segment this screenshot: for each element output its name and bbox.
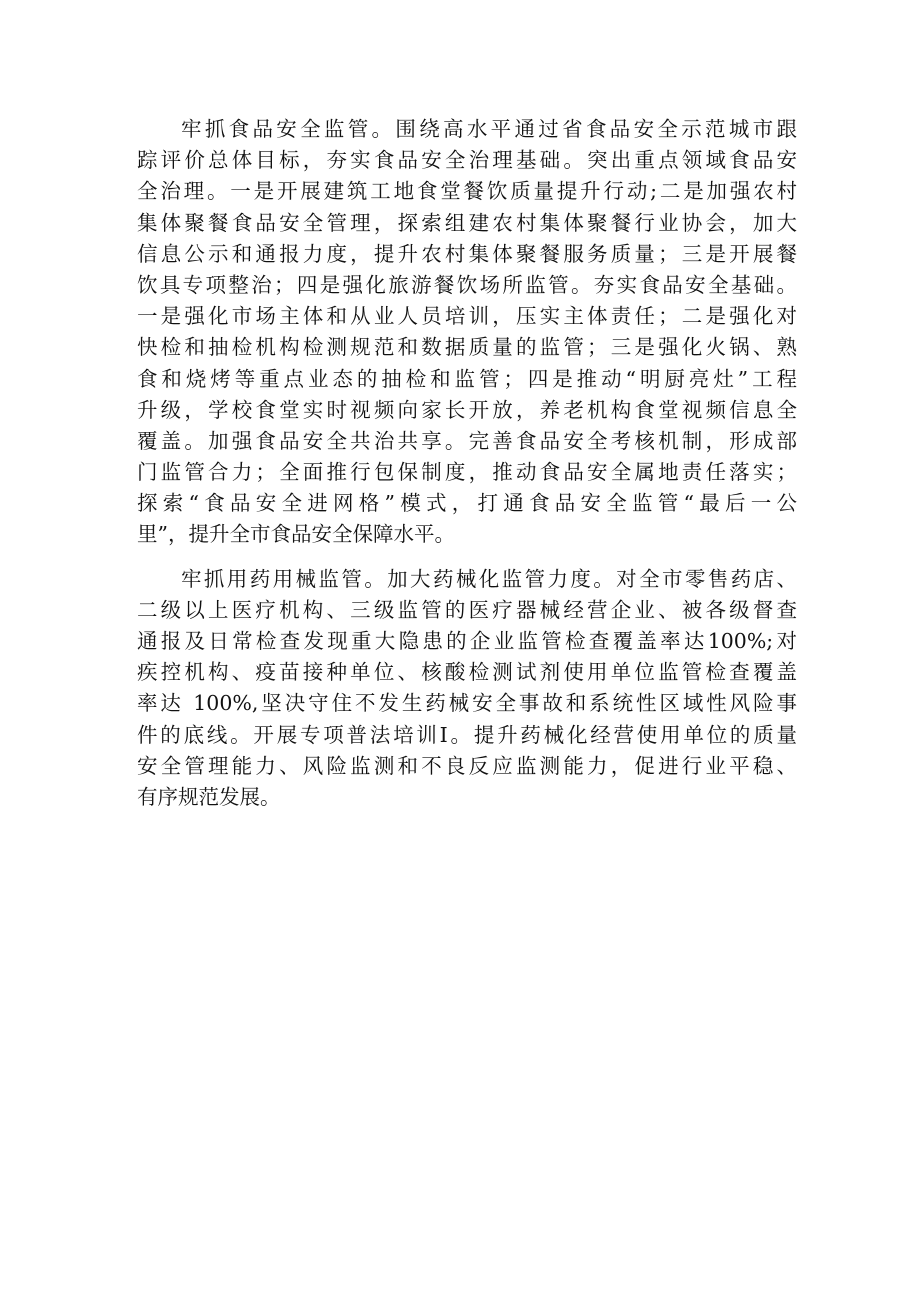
paragraph-line: 快检和抽检机构检测规范和数据质量的监管；三是强化火锅、熟 [137,335,797,360]
paragraph-line: 二级以上医疗机构、三级监管的医疗器械经营企业、被各级督查 [137,597,797,622]
paragraph-line: 集体聚餐食品安全管理，探索组建农村集体聚餐行业协会，加大 [137,210,797,235]
paragraph-drug-device [137,564,797,814]
paragraph-line: 升级，学校食堂实时视频向家长开放，养老机构食堂视频信息全 [137,397,797,422]
paragraph-line: 有序规范发展。 [137,784,281,809]
paragraph-line: 牢抓食品安全监管。围绕高水平通过省食品安全示范城市跟 [181,117,797,141]
paragraph-line: 信息公示和通报力度，提升农村集体聚餐服务质量；三是开展餐 [137,241,797,266]
paragraph-line: 门监管合力；全面推行包保制度，推动食品安全属地责任落实； [137,460,797,485]
paragraph-food-safety [137,114,797,551]
paragraph-line: 全治理。一是开展建筑工地食堂餐饮质量提升行动;二是加强农村 [137,179,797,204]
paragraph-line: 里”，提升全市食品安全保障水平。 [137,522,455,547]
paragraph-line: 牢抓用药用械监管。加大药械化监管力度。对全市零售药店、 [181,566,797,591]
paragraph-line: 安全管理能力、风险监测和不良反应监测能力，促进行业平稳、 [137,753,797,778]
paragraph-line: 率达 100%,坚决守住不发生药械安全事故和系统性区域性风险事 [137,691,797,716]
paragraph-line: 覆盖。加强食品安全共治共享。完善食品安全考核机制，形成部 [137,428,797,453]
document-body [137,114,797,813]
paragraph-line: 通报及日常检查发现重大隐患的企业监管检查覆盖率达100%;对 [137,629,797,653]
paragraph-line: 食和烧烤等重点业态的抽检和监管；四是推动“明厨亮灶”工程 [137,366,797,391]
paragraph-line: 一是强化市场主体和从业人员培训，压实主体责任；二是强化对 [137,304,797,329]
paragraph-line: 探索“食品安全进网格”模式，打通食品安全监管“最后一公 [137,491,797,516]
paragraph-line: 踪评价总体目标，夯实食品安全治理基础。突出重点领域食品安 [137,148,797,173]
paragraph-line: 疾控机构、疫苗接种单位、核酸检测试剂使用单位监管检查覆盖 [137,660,797,685]
paragraph-line: 饮具专项整治；四是强化旅游餐饮场所监管。夯实食品安全基础。 [137,272,797,297]
paragraph-line: 件的底线。开展专项普法培训I。提升药械化经营使用单位的质量 [137,722,797,747]
